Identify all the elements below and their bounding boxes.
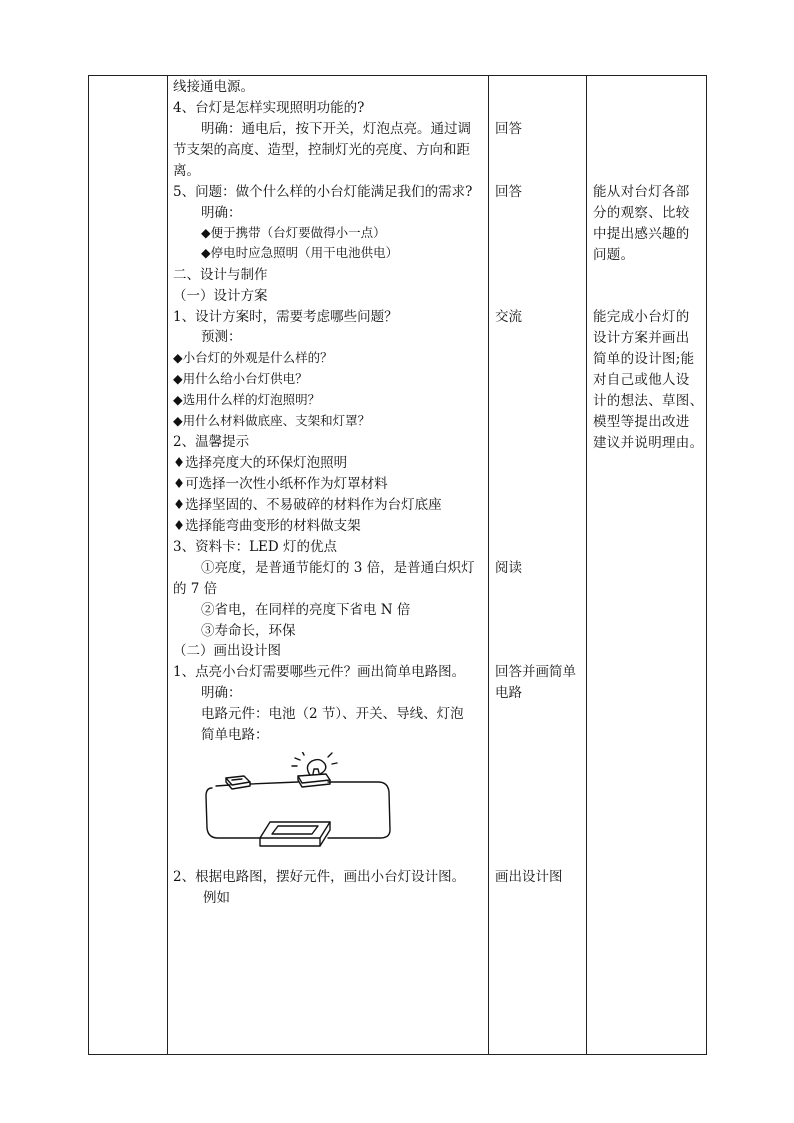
text-line: ♦选择坚固的、不易破碎的材料作为台灯底座	[173, 497, 442, 513]
text-line: ♦选择亮度大的环保灯泡照明	[173, 455, 348, 471]
text-line: 电路元件：电池（2 节）、开关、导线、灯泡	[201, 706, 464, 722]
wire-loop	[206, 782, 390, 838]
activity-text: 回答	[495, 184, 522, 200]
text-line: 1、设计方案时，需要考虑哪些问题？	[173, 309, 398, 325]
table-left-border	[88, 75, 89, 1055]
activity-text: 画出设计图	[495, 869, 563, 885]
activity-text: 交流	[495, 309, 522, 325]
goal-text: 中提出感兴趣的	[593, 226, 690, 242]
activity-text: 阅读	[495, 560, 522, 576]
text-line: 明确：	[201, 205, 242, 221]
text-line: ②省电，在同样的亮度下省电 N 倍	[201, 602, 411, 618]
text-line: ◆选用什么样的灯泡照明？	[173, 392, 321, 407]
table-right-border	[706, 75, 707, 1055]
goal-text: 设计方案并画出	[593, 330, 690, 346]
text-line: 节支架的高度、造型，控制灯光的亮度、方向和距	[173, 142, 470, 158]
subsection-heading: （一）设计方案	[173, 288, 268, 304]
text-line: ◆停电时应急照明（用干电池供电）	[201, 245, 399, 260]
column-divider-2	[488, 75, 489, 1055]
text-line: 离。	[173, 163, 200, 179]
text-line: 3、资料卡：LED 灯的优点	[173, 539, 338, 555]
subsection-heading: （二）画出设计图	[173, 643, 281, 659]
text-line: ◆便于携带（台灯要做得小一点）	[201, 225, 386, 240]
text-line: 明确：	[201, 685, 242, 701]
activity-text: 回答并画简单	[495, 664, 576, 680]
text-line: ♦可选择一次性小纸杯作为灯罩材料	[173, 476, 388, 492]
activity-text: 电路	[495, 685, 522, 701]
text-line: 的 7 倍	[173, 581, 218, 597]
text-line: 5、问题：做个什么样的小台灯能满足我们的需求?	[173, 184, 473, 200]
goal-text: 分的观察、比较	[593, 205, 690, 221]
text-line: 线接通电源。	[173, 79, 254, 95]
text-line: ♦选择能弯曲变形的材料做支架	[173, 518, 361, 534]
text-line: ◆用什么材料做底座、支架和灯罩？	[173, 413, 371, 428]
goal-text: 对自己或他人设	[593, 372, 690, 388]
column-divider-1	[167, 75, 168, 1055]
text-line: 例如	[203, 890, 230, 906]
text-line: 2、根据电路图，摆好元件，画出小台灯设计图。	[173, 869, 466, 885]
goal-text: 能从对台灯各部	[593, 184, 690, 200]
table-bottom-border	[88, 1054, 707, 1055]
text-line: ③寿命长，环保	[201, 623, 296, 639]
circuit-diagram	[200, 752, 410, 850]
goal-text: 建议并说明理由。	[593, 435, 704, 451]
section-heading: 二、设计与制作	[173, 267, 268, 283]
column-divider-3	[586, 75, 587, 1055]
goal-text: 计的想法、草图、	[593, 393, 704, 409]
battery-icon	[260, 822, 330, 846]
bulb-icon	[292, 752, 337, 787]
goal-text: 问题。	[593, 247, 635, 263]
text-line: ①亮度，是普通节能灯的 3 倍，是普通白炽灯	[201, 560, 475, 576]
text-line: 2、温馨提示	[173, 434, 250, 450]
table-top-border	[88, 75, 707, 76]
goal-text: 能完成小台灯的	[593, 309, 690, 325]
text-line: 简单电路：	[201, 727, 269, 743]
activity-text: 回答	[495, 121, 522, 137]
text-line: 1、点亮小台灯需要哪些元件？画出简单电路图。	[173, 664, 466, 680]
switch-icon	[226, 776, 250, 789]
text-line: ◆用什么给小台灯供电？	[173, 371, 308, 386]
goal-text: 简单的设计图;能	[593, 351, 695, 367]
text-line: 预测：	[201, 329, 242, 345]
text-line: 明确：通电后，按下开关，灯泡点亮。通过调	[201, 121, 471, 137]
text-line: 4、台灯是怎样实现照明功能的?	[173, 100, 365, 116]
text-line: ◆小台灯的外观是什么样的？	[173, 350, 333, 365]
goal-text: 模型等提出改进	[593, 414, 690, 430]
